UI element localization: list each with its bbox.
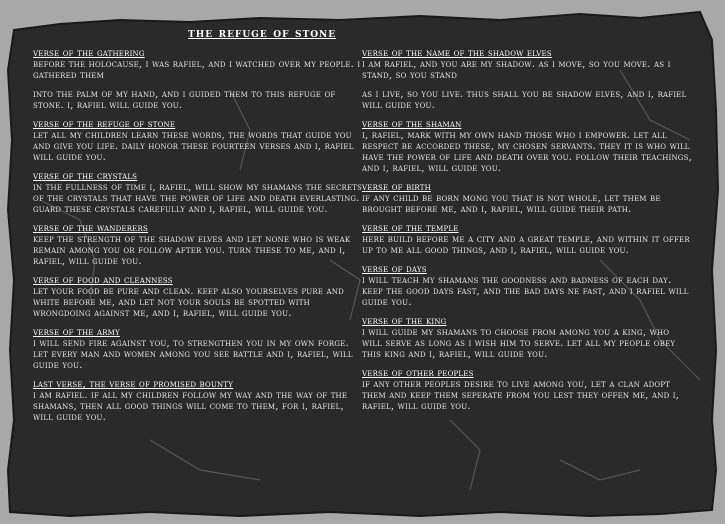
verse <box>362 264 692 308</box>
verse-text: if any child be born mong you that is not whole, let them be brought before me, and i, rafiel, will guide their path. <box>362 193 661 215</box>
verse-text: let all my children learn these words, the words that guide you and give you life. daily honor these fourteen verses and i, rafiel will guide you. <box>33 130 354 163</box>
verse-text: i will send fire against you, to strengthen you in my own forge. let every man and women among you see battle and i, rafiel, will guide you. <box>33 338 353 371</box>
verse-heading: verse of the refuge of stone <box>33 119 176 130</box>
verse-text: into the palm of my hand, and i guided them to this refuge of stone. i, rafiel will guide you. <box>33 89 336 111</box>
verse-heading: verse of the wanderers <box>33 223 148 234</box>
verse-text: in the fullness of time i, rafiel, will show my shamans the secrets of the crystals that have the power of life and death everlasting. guard these crystals carefully and i, rafiel, will guide you. <box>33 182 363 215</box>
verse-heading: verse of the temple <box>362 223 459 234</box>
verse <box>362 48 692 111</box>
verse-heading: verse of the gathering <box>33 48 145 59</box>
left-column <box>33 48 363 431</box>
verse <box>362 182 692 215</box>
verse-heading: last verse, the verse of promised bounty <box>33 379 234 390</box>
verse <box>33 223 363 267</box>
verse-text: let your food be pure and clean. keep also yourselves pure and white before me, and let not your souls be spotted with wrongdoing against me, and i, rafiel, will guide you. <box>33 286 344 319</box>
verse-heading: verse of days <box>362 264 427 275</box>
verse <box>362 119 692 174</box>
verse-text: as i live, so you live. thus shall you be shadow elves, and i, rafiel will guide you. <box>362 89 687 111</box>
verse-text: i am rafiel. if all my children follow my way and the way of the shamans, then all good things will come to them, for i, rafiel, will guide you. <box>33 390 348 423</box>
verse <box>33 379 363 423</box>
verse-heading: verse of birth <box>362 182 431 193</box>
verse-text: i will teach my shamans the goodness and badness of each day. keep the good days fast, and the bad days ne fast, and i rafiel will guide you. <box>362 275 689 308</box>
verse-text: i am rafiel, and you are my shadow. as i move, so you move. as i stand, so you stand <box>362 59 671 81</box>
verse-heading: verse of the crystals <box>33 171 138 182</box>
verse-heading: verse of food and cleanness <box>33 275 173 286</box>
page-title: the refuge of stone <box>188 26 337 41</box>
verse <box>33 119 363 163</box>
verse-text: i will guide my shamans to choose from among you a king, who will serve as long as i wish him to serve. let all my people obey this king and i, rafiel, will guide you. <box>362 327 676 360</box>
verse-heading: verse of the army <box>33 327 120 338</box>
verse-text: if any other peoples desire to live among you, let a clan adopt them and keep them seperate from you lest they offen me, and i, rafiel, will guide you. <box>362 379 680 412</box>
verse-text: keep the strength of the shadow elves and let none who is weak remain among you or follow after you. turn these to me, and i, rafiel, will guide you. <box>33 234 351 267</box>
verse-heading: verse of the name of the shadow elves <box>362 48 552 59</box>
verse <box>362 316 692 360</box>
verse-text: i, rafiel, mark with my own hand those who i empower. let all respect be accorded these, my chosen servants. they it is who will have the power of life and death over you. follow their teachings, and i, rafiel, will guide you. <box>362 130 692 174</box>
verse <box>362 368 692 412</box>
verse-heading: verse of the king <box>362 316 447 327</box>
verse <box>33 275 363 319</box>
right-column <box>362 48 692 420</box>
verse-heading: verse of other peoples <box>362 368 474 379</box>
verse-text: here build before me a city and a great temple, and within it offer up to me all good things, and i, rafiel, will guide you. <box>362 234 690 256</box>
verse <box>33 327 363 371</box>
verse-text: before the holocause, i was rafiel, and i watched over my people. i gathered them <box>33 59 361 81</box>
verse <box>33 48 363 111</box>
verse <box>33 171 363 215</box>
verse <box>362 223 692 256</box>
verse-heading: verse of the shaman <box>362 119 462 130</box>
